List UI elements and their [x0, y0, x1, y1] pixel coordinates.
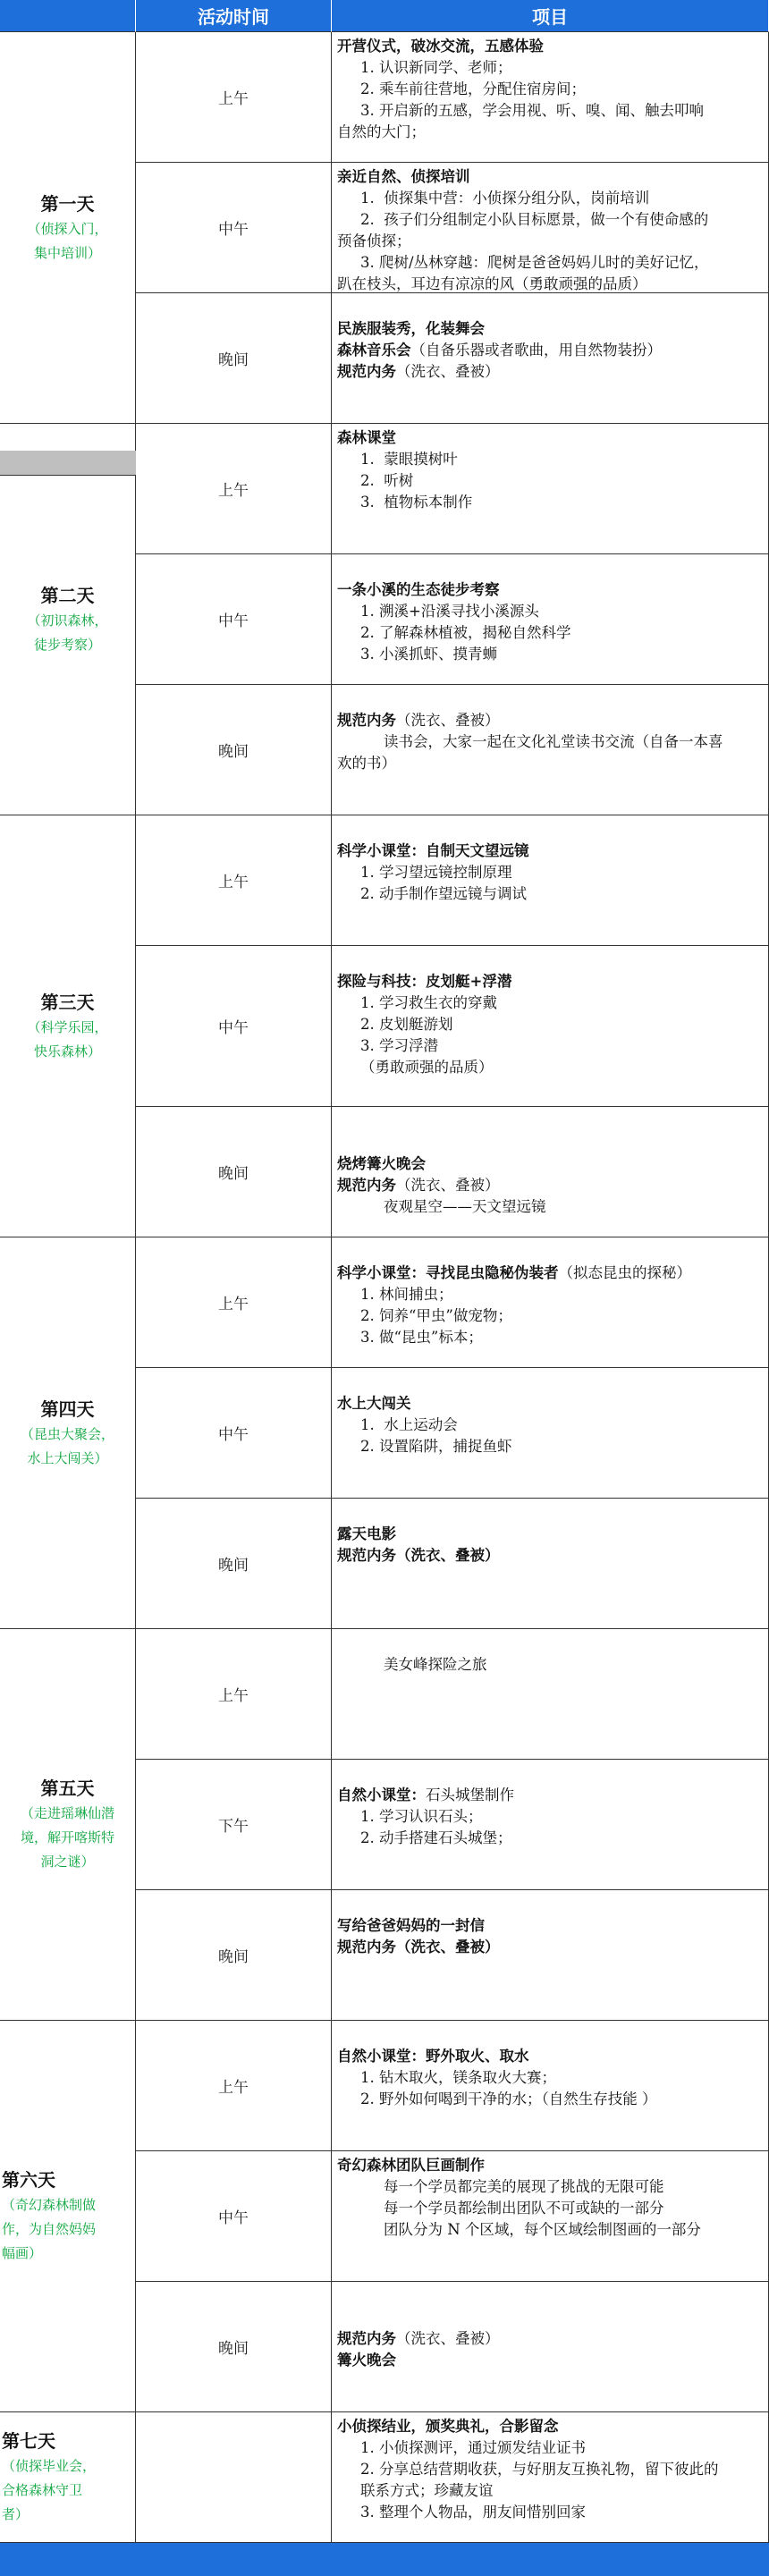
activity-line: 篝火晚会	[337, 2352, 396, 2369]
activity-line: 美女峰探险之旅	[384, 1656, 487, 1673]
activity-line-bold: 森林音乐会	[337, 342, 411, 359]
day-subtitle: 徒步考察）	[33, 636, 101, 653]
day-subtitle: （初识森林，	[27, 612, 108, 629]
activity-line: 亲近自然、侦探培训	[337, 168, 470, 185]
activity-line	[337, 340, 765, 361]
day-subtitle: 者）	[2, 2506, 30, 2522]
day-subtitle: 境，解开喀斯特	[20, 1829, 114, 1845]
day-subtitle: 快乐森林）	[33, 1043, 101, 1060]
activity-line-bold: 自然小课堂：	[337, 1786, 426, 1803]
day-subtitle: 幅画）	[2, 2245, 43, 2261]
activity-line: 森林课堂	[337, 429, 396, 446]
activity-line: 2. 皮划艇游划	[360, 1016, 453, 1033]
activity-line-rest: （自备乐器或者歌曲，用自然物装扮）	[410, 342, 662, 359]
activity-line	[337, 1763, 765, 1785]
activity-line: 欢的书）	[337, 755, 396, 772]
activity-line: 1. 钻木取火，镁条取火大赛；	[360, 2069, 556, 2086]
time-cell: 下午	[136, 1760, 332, 1890]
activity-line: 自然的大门；	[337, 123, 426, 140]
activity-line: 夜观星空——天文望远镜	[384, 1198, 546, 1215]
activity-cell	[332, 1890, 769, 2021]
activity-line: 自然小课堂：野外取火、取水	[337, 2048, 529, 2065]
activity-line-rest: （洗衣、叠被）	[396, 2330, 500, 2347]
day-title: 第五天	[40, 1778, 95, 1799]
activity-cell	[332, 1107, 769, 1237]
activity-line	[337, 1633, 765, 1654]
activity-line: 1. 水上运动会	[360, 1416, 458, 1433]
activity-line	[337, 1785, 765, 1806]
activity-line: 奇幻森林团队巨画制作	[337, 2157, 485, 2174]
activity-line: 1. 溯溪+沿溪寻找小溪源头	[360, 603, 539, 620]
day-cell	[0, 32, 136, 424]
activity-line-bold: 规范内务	[337, 1177, 396, 1194]
activity-line-rest: （拟态昆虫的探秘）	[558, 1264, 691, 1281]
activity-line-bold: 科学小课堂：寻找昆虫隐秘伪装者	[337, 1264, 559, 1281]
time-cell: 上午	[136, 424, 332, 554]
activity-line	[337, 1241, 765, 1263]
activity-cell	[332, 2021, 769, 2151]
day-subtitle: （昆虫大聚会，	[20, 1425, 114, 1442]
activity-line: 1. 蒙眼摸树叶	[360, 451, 458, 468]
activity-line: 2. 饲养“甲虫”做宠物；	[360, 1307, 512, 1324]
time-cell: 晚间	[136, 1499, 332, 1629]
day-title: 第二天	[40, 584, 95, 606]
activity-line: 3. 植物标本制作	[360, 494, 473, 511]
activity-line	[337, 1502, 765, 1524]
activity-line	[337, 1372, 765, 1393]
activity-line-bold: 规范内务	[337, 363, 396, 380]
header-time: 活动时间	[136, 0, 332, 32]
time-cell: 晚间	[136, 2282, 332, 2412]
activity-line: 写给爸爸妈妈的一封信	[337, 1917, 485, 1934]
activity-line	[337, 2285, 765, 2307]
time-cell	[136, 2412, 332, 2543]
day-title: 第七天	[2, 2430, 55, 2452]
activity-line: 读书会，大家一起在文化礼堂读书交流（自备一本喜	[384, 733, 723, 750]
activity-line	[337, 1263, 765, 1284]
activity-cell	[332, 685, 769, 815]
activity-line	[337, 1111, 765, 1132]
time-cell: 中午	[136, 946, 332, 1107]
activity-cell	[332, 163, 769, 293]
activity-line: 开营仪式，破冰交流，五感体验	[337, 38, 544, 55]
activity-cell	[332, 1499, 769, 1629]
time-cell: 晚间	[136, 1107, 332, 1237]
activity-line: 2. 了解森林植被，揭秘自然科学	[360, 624, 571, 641]
activity-cell	[332, 1237, 769, 1368]
activity-line: 民族服装秀，化装舞会	[337, 320, 485, 337]
time-cell: 上午	[136, 1629, 332, 1760]
activity-line: 1. 学习认识石头；	[360, 1808, 483, 1825]
activity-cell	[332, 554, 769, 685]
activity-cell	[332, 293, 769, 424]
activity-line: 露天电影	[337, 1525, 396, 1542]
activity-line: 1. 认识新同学、老师；	[360, 59, 512, 76]
activity-line: 2. 设置陷阱，捕捉鱼虾	[360, 1438, 512, 1455]
activity-cell	[332, 815, 769, 946]
activity-line	[337, 2328, 765, 2350]
activity-cell	[332, 2282, 769, 2412]
time-cell: 上午	[136, 2021, 332, 2151]
footer-bar	[0, 2543, 769, 2576]
activity-line: 3. 整理个人物品，朋友间惜别回家	[360, 2504, 586, 2521]
time-cell: 中午	[136, 163, 332, 293]
day-title: 第六天	[2, 2169, 55, 2191]
activity-line: 1. 学习救生衣的穿戴	[360, 994, 497, 1011]
activity-line-bold: 规范内务	[337, 712, 396, 729]
day-cell	[0, 1237, 136, 1629]
day-title: 第四天	[40, 1398, 95, 1420]
day-subtitle: （科学乐园，	[27, 1018, 108, 1035]
activity-line	[337, 1894, 765, 1915]
activity-line-rest: （洗衣、叠被）	[396, 363, 500, 380]
activity-line	[337, 819, 765, 840]
activity-line: 2. 动手搭建石头城堡；	[360, 1829, 512, 1846]
header-items: 项目	[332, 0, 769, 32]
activity-line	[337, 2307, 765, 2328]
activity-line-bold: 规范内务	[337, 2330, 396, 2347]
activity-cell	[332, 1760, 769, 1890]
activity-line: 3. 做“昆虫”标本；	[360, 1329, 483, 1346]
activity-cell	[332, 424, 769, 554]
activity-cell	[332, 32, 769, 163]
day-cell	[0, 2412, 136, 2543]
activity-line: 联系方式；珍藏友谊	[360, 2482, 494, 2499]
activity-line	[337, 297, 765, 318]
activity-line: 3. 小溪抓虾、摸青蛳	[360, 646, 497, 663]
activity-line: 1. 小侦探测评，通过颁发结业证书	[360, 2439, 586, 2456]
day-subtitle: 洞之谜）	[40, 1854, 95, 1870]
activity-line: 烧烤篝火晚会	[337, 1155, 426, 1172]
activity-line: 科学小课堂：自制天文望远镜	[337, 842, 529, 859]
activity-cell	[332, 2151, 769, 2282]
day-cell	[0, 815, 136, 1237]
activity-cell	[332, 1629, 769, 1760]
activity-line-rest: 石头城堡制作	[426, 1786, 514, 1803]
day-cell	[0, 424, 136, 815]
activity-cell	[332, 1368, 769, 1499]
activity-line	[337, 950, 765, 971]
activity-line	[337, 688, 765, 710]
day-subtitle: 水上大闯关）	[27, 1449, 108, 1466]
activity-line: 3. 学习浮潜	[360, 1037, 438, 1054]
activity-line: 2. 分享总结营期收获，与好朋友互换礼物，留下彼此的	[360, 2461, 719, 2478]
time-cell: 晚间	[136, 685, 332, 815]
time-cell: 晚间	[136, 293, 332, 424]
activity-line: 2. 乘车前往营地，分配住宿房间；	[360, 80, 586, 97]
day-subtitle: 作，为自然妈妈	[2, 2221, 97, 2237]
time-cell: 上午	[136, 32, 332, 163]
activity-line: 2. 听树	[360, 472, 414, 489]
activity-line	[337, 361, 765, 383]
activity-line: 每一个学员都绘制出团队不可或缺的一部分	[384, 2200, 664, 2217]
activity-line: （勇敢顽强的品质）	[360, 1059, 494, 1076]
activity-line: 水上大闯关	[337, 1395, 411, 1412]
activity-line: 一条小溪的生态徒步考察	[337, 581, 500, 598]
time-cell: 中午	[136, 2151, 332, 2282]
activity-cell	[332, 2412, 769, 2543]
day-subtitle: （侦探毕业会，	[2, 2458, 97, 2474]
day-subtitle: （侦探入门，	[27, 220, 108, 237]
activity-line: 3. 开启新的五感，学会用视、听、嗅、闻、触去叩响	[360, 102, 704, 119]
time-cell: 晚间	[136, 1890, 332, 2021]
day-title: 第一天	[40, 192, 95, 215]
activity-line: 规范内务（洗衣、叠被）	[337, 1938, 500, 1955]
day-title: 第三天	[40, 991, 95, 1013]
activity-line-rest: （洗衣、叠被）	[396, 1177, 500, 1194]
activity-line: 1. 侦探集中营：小侦探分组分队，岗前培训	[360, 190, 650, 207]
activity-line-rest: （洗衣、叠被）	[396, 712, 500, 729]
activity-line: 探险与科技：皮划艇+浮潜	[337, 973, 512, 990]
activity-line	[337, 710, 765, 731]
activity-line: 小侦探结业，颁奖典礼，合影留念	[337, 2418, 559, 2435]
day-subtitle: （奇幻森林制做	[2, 2197, 97, 2213]
activity-line: 1. 林间捕虫；	[360, 1286, 453, 1303]
activity-line	[337, 2024, 765, 2046]
activity-line	[337, 1175, 765, 1196]
activity-line: 每一个学员都完美的展现了挑战的无限可能	[384, 2178, 664, 2195]
day-cell	[0, 2021, 136, 2412]
activity-line	[337, 558, 765, 579]
activity-line: 3. 爬树/丛林穿越：爬树是爸爸妈妈儿时的美好记忆，	[360, 254, 709, 271]
day-cell	[0, 1629, 136, 2021]
activity-cell	[332, 946, 769, 1107]
activity-line: 团队分为 N 个区域，每个区域绘制图画的一部分	[384, 2221, 701, 2238]
day-subtitle: 集中培训）	[33, 244, 101, 261]
time-cell: 中午	[136, 554, 332, 685]
header-blank	[0, 0, 136, 32]
activity-line: 预备侦探；	[337, 232, 411, 249]
activity-line: 2. 野外如何喝到干净的水；（自然生存技能 ）	[360, 2090, 657, 2107]
time-cell: 上午	[136, 1237, 332, 1368]
activity-line: 规范内务（洗衣、叠被）	[337, 1547, 500, 1564]
activity-line: 1. 学习望远镜控制原理	[360, 864, 512, 881]
time-cell: 上午	[136, 815, 332, 946]
day-subtitle: （走进瑶琳仙潜	[20, 1805, 114, 1821]
activity-line: 趴在枝头，耳边有凉凉的风（勇敢顽强的品质）	[337, 275, 647, 292]
time-cell: 中午	[136, 1368, 332, 1499]
activity-line: 2. 孩子们分组制定小队目标愿景，做一个有使命感的	[360, 211, 709, 228]
activity-line	[337, 1132, 765, 1153]
day-subtitle: 合格森林守卫	[2, 2482, 83, 2498]
activity-line: 2. 动手制作望远镜与调试	[360, 885, 527, 902]
